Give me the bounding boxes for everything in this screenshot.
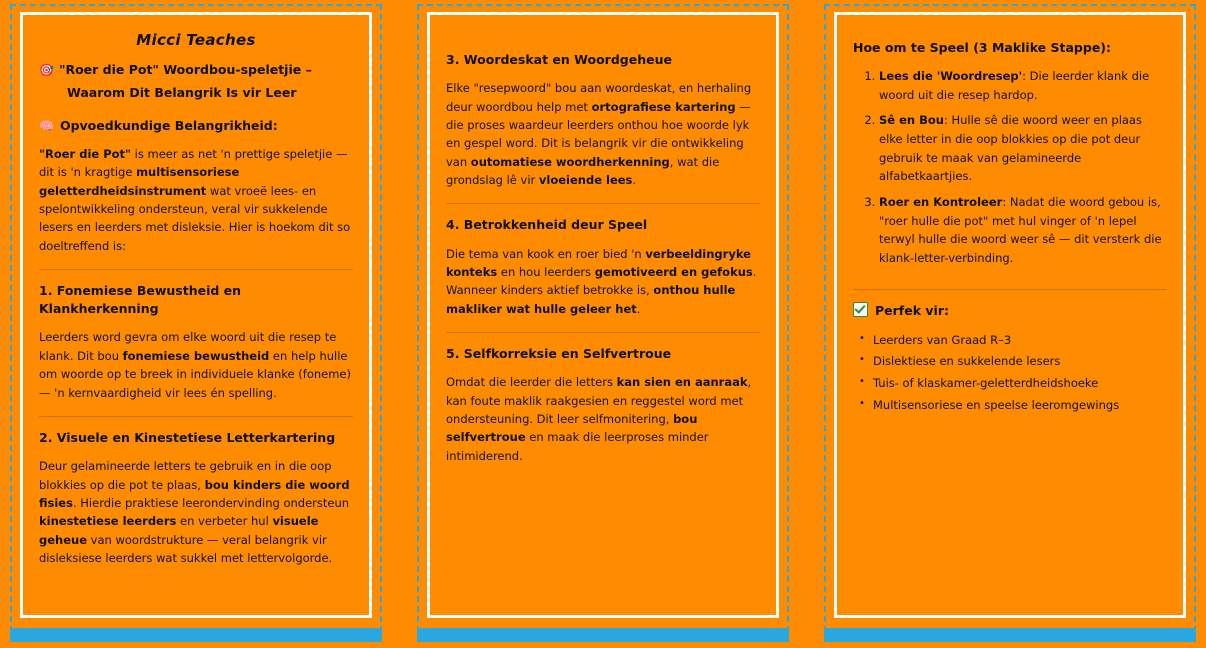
bottom-accent-bar-1 (10, 628, 382, 642)
divider (853, 289, 1167, 290)
how-to-play-step: 2. Sê en Bou: Hulle sê die woord weer en plaas elke letter in die oop blokkies op die pot deur gebruik te maak van gelamineerde alfabetkaartjies. (879, 111, 1167, 186)
perfect-for-list (853, 331, 1167, 416)
list-item: • Tuis- of klaskamer-geletterdheidshoeke (873, 374, 1167, 394)
top-spacer (853, 29, 1167, 39)
divider (446, 332, 760, 333)
list-item: • Multisensoriese en speelse leeromgewings (873, 396, 1167, 416)
bottom-accent-bar-2 (417, 628, 789, 642)
section-heading-5: 5. Selfkorreksie en Selfvertroue (446, 346, 672, 362)
divider (39, 269, 353, 270)
section-body-4: Die tema van kook en roer bied 'n verbeeldingryke konteks en hou leerders gemotiveerd en gefokus. Wanneer kinders aktief betrokke is, onthou hulle makliker wat hulle geleer het. (446, 246, 757, 316)
how-to-play-heading: Hoe om te Speel (3 Maklike Stappe): (853, 40, 1112, 55)
brand-title: Micci Teaches (136, 31, 256, 49)
list-item: • Dislektiese en sukkelende lesers (873, 352, 1167, 372)
section-body-2: Deur gelamineerde letters te gebruik en in die oop blokkies op die pot te plaas, bou kinders die woord fisies. Hierdie praktiese leerondervinding ondersteun kinestetiese leerders en verbeter hul visuele geheue van woordstrukture — veral belangrik vir disleksiese leerders wat sukkel met lettervolgorde. (39, 459, 350, 566)
how-to-play-steps (853, 67, 1167, 267)
target-icon: 🎯 (39, 63, 54, 77)
divider (446, 203, 760, 204)
card-2 (427, 12, 779, 618)
column-1 (0, 0, 392, 648)
divider (39, 416, 353, 417)
section-body-3: Elke "resepwoord" bou aan woordeskat, en herhaling deur woordbou help met ortografiese kartering — die proses waardeur leerders onthou hoe woorde lyk en gespel word. Dit is belangrik vir die ontwikkeling van outomatiese woordherkenning, wat die grondslag lê vir vloeiende lees. (446, 81, 752, 188)
section-heading-3: 3. Woordeskat en Woordgeheue (446, 52, 672, 67)
column-2 (407, 0, 799, 648)
list-item: • Leerders van Graad R–3 (873, 331, 1167, 351)
section-heading-2: 2. Visuele en Kinestetiese Letterkartering (39, 430, 336, 446)
card-3 (834, 12, 1186, 618)
poster-heading-line-1: 🎯 "Roer die Pot" Woordbou-speletjie – (39, 62, 312, 77)
brain-icon: 🧠 (39, 118, 54, 133)
section-heading-4: 4. Betrokkenheid deur Speel (446, 217, 648, 233)
bottom-accent-bar-3 (824, 628, 1196, 642)
column-3 (814, 0, 1206, 648)
checkbox-checked-icon (853, 302, 868, 317)
intro-paragraph: "Roer die Pot" is meer as net 'n prettige speletjie — dit is 'n kragtige multisensoriese geletterdheidsinstrument wat vroeë lees- en spelontwikkeling ondersteun, veral vir sukkelende lesers en leerders met disleksie. Hier is hoekom dit so doeltreffend is: (39, 146, 351, 253)
how-to-play-step: 1. Lees die 'Woordresep': Die leerder klank die woord uit die resep hardop. (879, 67, 1167, 104)
section-body-1: Leerders word gevra om elke woord uit die resep te klank. Dit bou fonemiese bewustheid en help hulle om woorde op te breek in individuele klanke (foneme) — 'n kernvaardigheid vir lees én spelling. (39, 330, 351, 400)
perfect-for-heading: Perfek vir: (853, 302, 1167, 320)
poster-heading-line-2: Waarom Dit Belangrik Is vir Leer (67, 84, 297, 100)
card-1 (20, 12, 372, 618)
how-to-play-step: 3. Roer en Kontroleer: Nadat die woord gebou is, "roer hulle die pot" met hul vinger of 'n lepel terwyl hulle die woord weer sê — dit versterk die klank-letter-verbinding. (879, 193, 1167, 268)
top-spacer (446, 29, 760, 51)
section-body-5: Omdat die leerder die letters kan sien en aanraak, kan foute maklik raakgesien en reggestel word met ondersteuning. Dit leer selfmonitering, bou selfvertroue en maak die leerproses minder intimiderend. (446, 375, 752, 463)
section-heading-1: 1. Fonemiese Bewustheid en Klankherkenning (39, 283, 242, 317)
educational-importance-heading: 🧠 Opvoedkundige Belangrikheid: (39, 117, 278, 133)
